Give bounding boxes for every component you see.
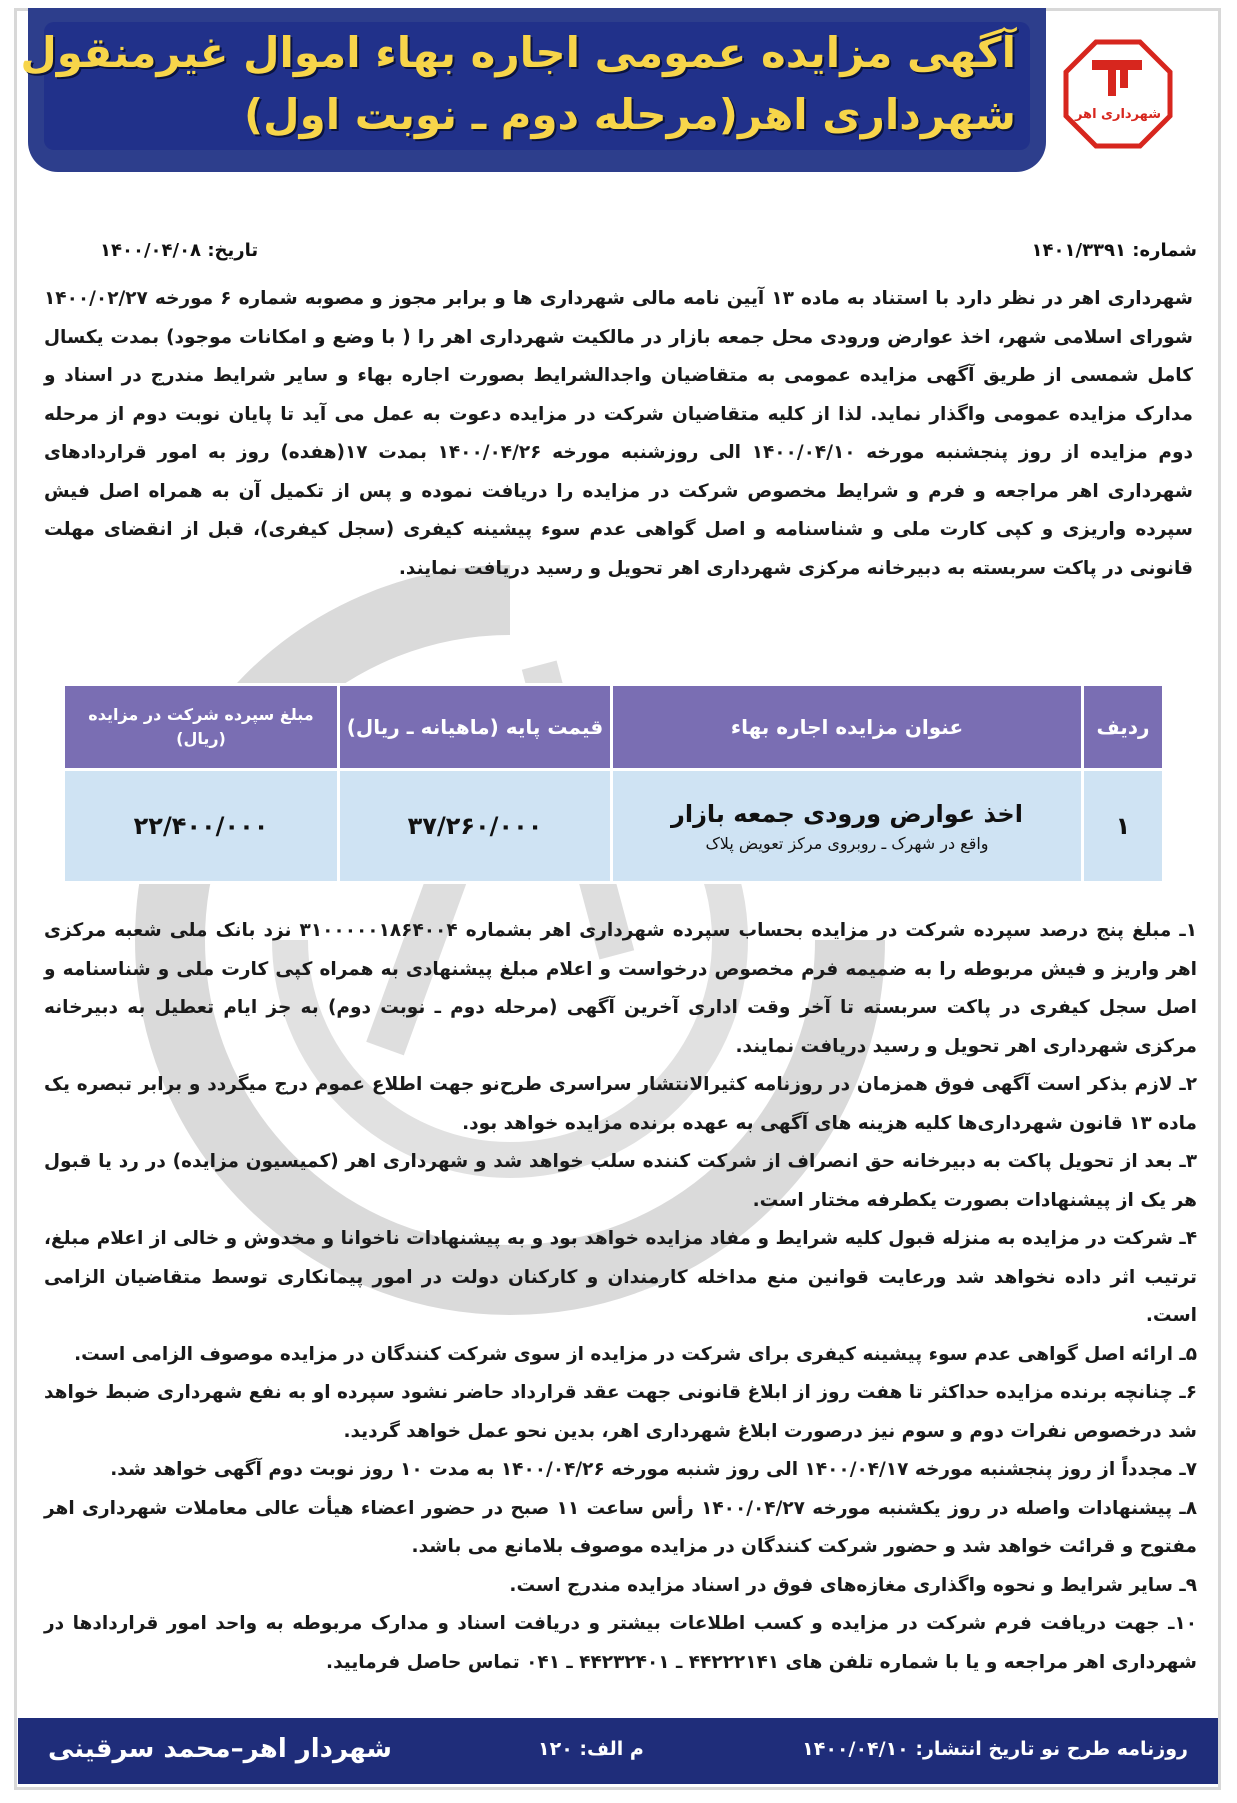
condition-item-10: ۱۰ـ جهت دریافت فرم شرکت در مزایده و کسب اطلاعات بیشتر و دریافت اسناد و مدارک مربوطه به واحد امور قراردادها در شهرداری اهر مراجعه و یا با شماره تلفن های ۴۴۲۲۲۱۴۱ ـ ۴۴۲۳۲۴۰۱ ـ ۰۴۱ تماس حاصل فرمایید. <box>44 1613 1197 1673</box>
table-row <box>64 770 1164 883</box>
header-deposit-line1: مبلغ سپرده شرکت در مزایده <box>88 705 314 724</box>
header-title: عنوان مزایده اجاره بهاء <box>612 685 1083 770</box>
condition-item-2: ۲ـ لازم بذکر است آگهی فوق همزمان در روزنامه کثیرالانتشار سراسری طرح‌نو جهت اطلاع عموم درج میگردد و برابر تبصره یک ماده ۱۳ قانون شهرداری‌ها کلیه هزینه های آگهی به عهده برنده مزایده خواهد بود. <box>44 1074 1197 1134</box>
table-header-row <box>64 685 1164 770</box>
condition-item-6: ۶ـ چنانچه برنده مزایده حداکثر تا هفت روز از ابلاغ قانونی جهت عقد قرارداد حاضر نشود سپرده او به نفع شهرداری ضبط خواهد شد درخصوص نفرات دوم و سوم نیز درصورت ابلاغ شهرداری اهر، بدین نحو عمل خواهد گردید. <box>44 1382 1197 1442</box>
condition-item-8: ۸ـ پیشنهادات واصله در روز یکشنبه مورخه ۱۴۰۰/۰۴/۲۷ رأس ساعت ۱۱ صبح در حضور اعضاء هیأت عالی معاملات شهرداری اهر مفتوح و قرائت خواهد شد و حضور شرکت کنندگان در مزایده موصوف بلامانع می باشد. <box>44 1497 1197 1557</box>
title-banner <box>20 8 1046 172</box>
reference-line <box>40 240 1197 274</box>
cell-title <box>612 770 1083 883</box>
footer-bar <box>18 1718 1218 1784</box>
ad-code: م الف: ۱۲۰ <box>538 1738 644 1760</box>
header-deposit <box>64 685 339 770</box>
header-deposit-line2: (ریال) <box>176 729 226 748</box>
auction-table <box>62 683 1165 884</box>
logo-text: شهرداری اهر <box>1074 107 1162 122</box>
page-title-line2: شهرداری اهر(مرحله دوم ـ نوبت اول) <box>243 90 1016 139</box>
intro-paragraph: شهرداری اهر در نظر دارد با استناد به ماده ۱۳ آیین نامه مالی شهرداری ها و برابر مجوز و مصوبه شماره ۶ مورخه ۱۴۰۰/۰۲/۲۷ شورای اسلامی شهر، اخذ عوارض ورودی محل جمعه بازار در مالکیت شهرداری اهر را ( با وضع و امکانات موجود) بمدت یکسال کامل شمسی از طریق آگهی مزایده عمومی به متقاضیان واجدالشرایط بصورت اجاره بهاء و سایر شرایط مندرج در اسناد و مدارک مزایده عمومی واگذار نماید. لذا از کلیه متقاضیان شرکت در مزایده دعوت به عمل می آید تا پایان نوبت دوم از مرحله دوم مزایده از روز پنجشنبه مورخه ۱۴۰۰/۰۴/۱۰ الی روزشنبه مورخه ۱۴۰۰/۰۴/۲۶ بمدت ۱۷(هفده) روز به امور قراردادهای شهرداری اهر مراجعه و فرم و شرایط مخصوص شرکت در مزایده را دریافت نموده و پس از تکمیل آن به همراه اصل فیش سپرده واریزی و کپی کارت ملی و شناسنامه و اصل گواهی عدم سوء پیشینه کیفری (سجل کیفری)، قبل از انقضای مهلت قانونی در پاکت سربسته به دبیرخانه مرکزی شهرداری اهر تحویل و رسید دریافت نمایند. <box>44 288 1193 579</box>
cell-location: واقع در شهرک ـ روبروی مرکز تعویض پلاک <box>705 833 989 853</box>
municipality-logo-icon <box>1062 38 1174 150</box>
condition-item-3: ۳ـ بعد از تحویل پاکت به دبیرخانه حق انصراف از شرکت کننده سلب خواهد شد و شهرداری اهر (کمیسیون مزایده) در رد یا قبول هر یک از پیشنهادات بصورت یکطرفه مختار است. <box>44 1151 1197 1211</box>
condition-item-5: ۵ـ ارائه اصل گواهی عدم سوء پیشینه کیفری برای شرکت در مزایده از سوی شرکت کنندگان در مزایده موصوف الزامی است. <box>74 1343 1197 1365</box>
page-title-line1: آگهی مزایده عمومی اجاره بهاء اموال غیرمنقول <box>20 28 1016 77</box>
cell-row-number: ۱ <box>1083 770 1164 883</box>
cell-deposit: ۲۲/۴۰۰/۰۰۰ <box>64 770 339 883</box>
condition-item-4: ۴ـ شرکت در مزایده به منزله قبول کلیه شرایط و مفاد مزایده خواهد بود و به پیشنهادات ناخوانا و مخدوش و خالی از اعلام مبلغ، ترتیب اثر داده نخواهد شد ورعایت قوانین منع مداخله کارمندان و کارکنان دولت در امور پیمانکاری توسط متقاضیان الزامی است. <box>44 1228 1197 1326</box>
condition-item-9: ۹ـ سایر شرایط و نحوه واگذاری مغازه‌های فوق در اسناد مزایده مندرج است. <box>509 1574 1197 1596</box>
mayor-signature: شهردار اهر–محمد سرقینی <box>48 1734 392 1764</box>
reference-number: شماره: ۱۴۰۱/۳۳۹۱ <box>1031 240 1197 261</box>
cell-title-text: اخذ عوارض ورودی جمعه بازار <box>671 799 1023 828</box>
condition-item-7: ۷ـ مجدداً از روز پنجشنبه مورخه ۱۴۰۰/۰۴/۱۷ الی روز شنبه مورخه ۱۴۰۰/۰۴/۲۶ به مدت ۱۰ روز نوبت دوم آگهی خواهد شد. <box>110 1459 1197 1480</box>
header-row-number: ردیف <box>1083 685 1164 770</box>
cell-base-price: ۳۷/۲۶۰/۰۰۰ <box>339 770 612 883</box>
publication-info: روزنامه طرح نو تاریخ انتشار: ۱۴۰۰/۰۴/۱۰ <box>802 1738 1188 1760</box>
conditions-list <box>44 912 1197 1682</box>
condition-item-1: ۱ـ مبلغ پنج درصد سپرده شرکت در مزایده بحساب سپرده شهرداری اهر بشماره ۳۱۰۰۰۰۰۱۸۶۴۰۰۴ نزد بانک ملی شعبه مرکزی اهر واریز و فیش مربوطه را به ضمیمه فرم مخصوص درخواست و اعلام مبلغ پیشنهادی به همراه کپی کارت ملی و شناسنامه و اصل سجل کیفری در پاکت سربسته تا آخر وقت اداری آخرین آگهی (مرحله دوم ـ نوبت دوم) به جز ایام تعطیل به دبیرخانه مرکزی شهرداری اهر تحویل و رسید دریافت نمایند. <box>44 920 1197 1057</box>
reference-date: تاریخ: ۱۴۰۰/۰۴/۰۸ <box>100 240 259 261</box>
header-base-price: قیمت پایه (ماهیانه ـ ریال) <box>339 685 612 770</box>
